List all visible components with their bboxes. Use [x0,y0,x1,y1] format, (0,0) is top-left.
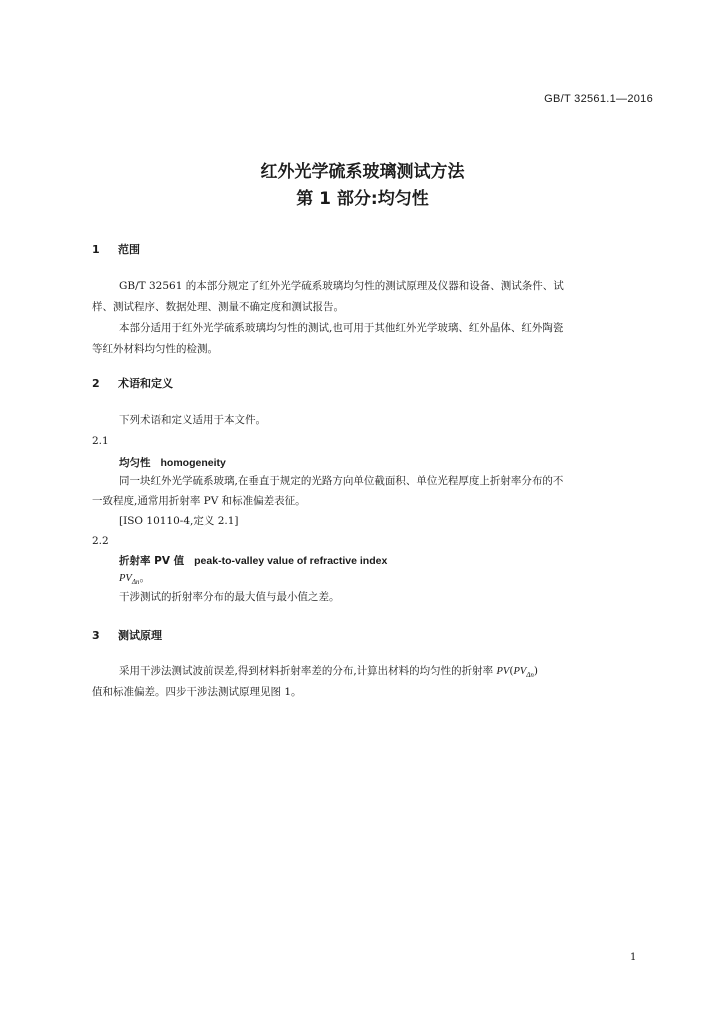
symbol: PV [496,666,510,677]
paragraph-line: 等红外材料均匀性的检测。 [92,343,218,355]
symbol-subscript: Δn [131,578,140,587]
term-number: 2.1 [92,435,109,447]
paragraph-line: 值和标准偏差。四步干涉法测试原理见图 1。 [92,686,302,698]
symbol-subscript: Δn [526,671,534,680]
text-run: ) [533,665,538,677]
symbol-tail: 。 [139,572,150,584]
symbol: PV [513,666,527,677]
page-number: 1 [630,952,637,963]
standard-number: GB/T 32561.1—2016 [544,93,653,105]
document-subtitle: 第 1 部分:均匀性 [296,189,429,209]
symbol: PV [119,573,132,584]
term-entry [119,553,387,568]
text-run: ( [509,665,514,677]
source-reference: [ISO 10110-4,定义 2.1] [119,515,239,527]
section-number: 3 [92,629,100,642]
term-entry [119,455,226,470]
term-chinese: 折射率 PV 值 [119,555,185,567]
paragraph-line: 样、测试程序、数据处理、测量不确定度和测试报告。 [92,301,344,313]
section-number: 2 [92,377,100,390]
term-chinese: 均匀性 [119,457,151,469]
section-title: 范围 [118,243,140,256]
section-1-heading [92,241,140,257]
term-number: 2.2 [92,535,109,547]
section-number: 1 [92,243,100,256]
text-run: 采用干涉法测试波前误差,得到材料折射率差的分布,计算出材料的均匀性的折射率 [119,665,497,677]
definition-line: 干涉测试的折射率分布的最大值与最小值之差。 [119,591,340,603]
section-title: 测试原理 [118,629,162,642]
term-english: homogeneity [160,457,226,469]
term-english: peak-to-valley value of refractive index [194,555,388,567]
definition-line: 一致程度,通常用折射率 PV 和标准偏差表征。 [92,495,306,507]
section-3-heading [92,627,162,643]
section-title: 术语和定义 [118,377,173,390]
paragraph-line: 本部分适用于红外光学硫系玻璃均匀性的测试,也可用于其他红外光学玻璃、红外晶体、红外陶瓷 [119,322,564,334]
paragraph-line: GB/T 32561 的本部分规定了红外光学硫系玻璃均匀性的测试原理及仪器和设备、测试条件、试 [119,280,564,292]
section-2-heading [92,375,173,391]
definition-line: 同一块红外光学硫系玻璃,在垂直于规定的光路方向单位截面积、单位光程厚度上折射率分布的不 [119,475,564,487]
paragraph-line: 下列术语和定义适用于本文件。 [119,414,266,426]
document-title: 红外光学硫系玻璃测试方法 [260,162,465,182]
